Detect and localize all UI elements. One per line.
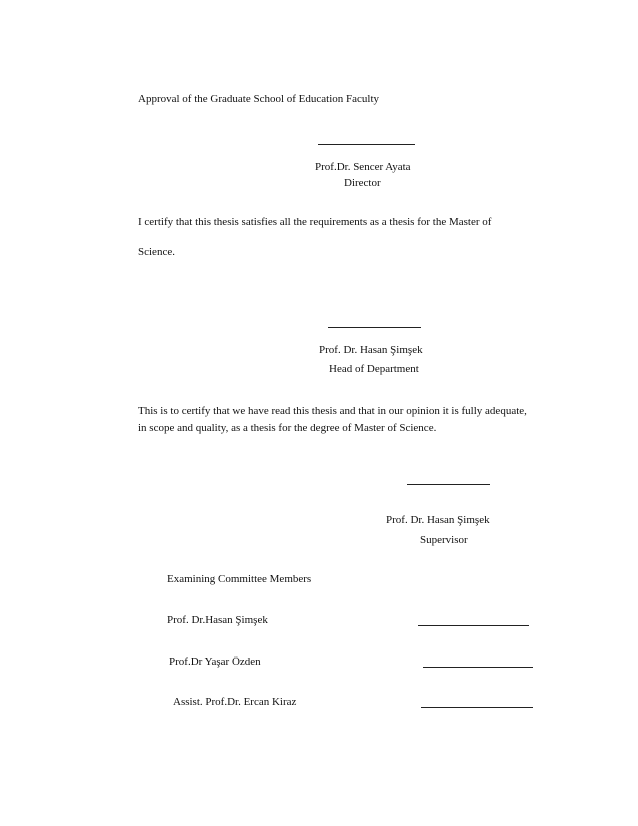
committee-member-signature-line xyxy=(418,625,529,626)
committee-member-name: Prof.Dr Yaşar Özden xyxy=(169,656,261,668)
master-certification-line-2: Science. xyxy=(138,246,175,259)
committee-heading: Examining Committee Members xyxy=(167,573,312,585)
department-head-title: Head of Department xyxy=(329,363,419,375)
committee-member-name: Assist. Prof.Dr. Ercan Kiraz xyxy=(173,696,297,708)
director-signature-line xyxy=(318,144,415,145)
supervisor-signature-line xyxy=(407,484,490,485)
supervisor-title: Supervisor xyxy=(420,534,468,546)
master-certification-line-1: I certify that this thesis satisfies all the requirements as a thesis for the Master of xyxy=(138,216,492,228)
master-certification-statement xyxy=(138,214,491,261)
adequacy-statement xyxy=(138,403,527,436)
department-head-signature-line xyxy=(328,327,421,328)
director-title: Director xyxy=(344,177,381,189)
adequacy-line-1: This is to certify that we have read this thesis and that in our opinion it is fully adequate, xyxy=(138,405,527,417)
supervisor-name: Prof. Dr. Hasan Şimşek xyxy=(386,514,490,526)
committee-member-name: Prof. Dr.Hasan Şimşek xyxy=(167,614,268,626)
committee-member-signature-line xyxy=(421,707,533,708)
department-head-name: Prof. Dr. Hasan Şimşek xyxy=(319,344,423,356)
director-name: Prof.Dr. Sencer Ayata xyxy=(315,161,411,173)
approval-heading: Approval of the Graduate School of Education Faculty xyxy=(138,93,380,105)
adequacy-line-2: in scope and quality, as a thesis for the degree of Master of Science. xyxy=(138,421,437,434)
committee-member-signature-line xyxy=(423,667,533,668)
